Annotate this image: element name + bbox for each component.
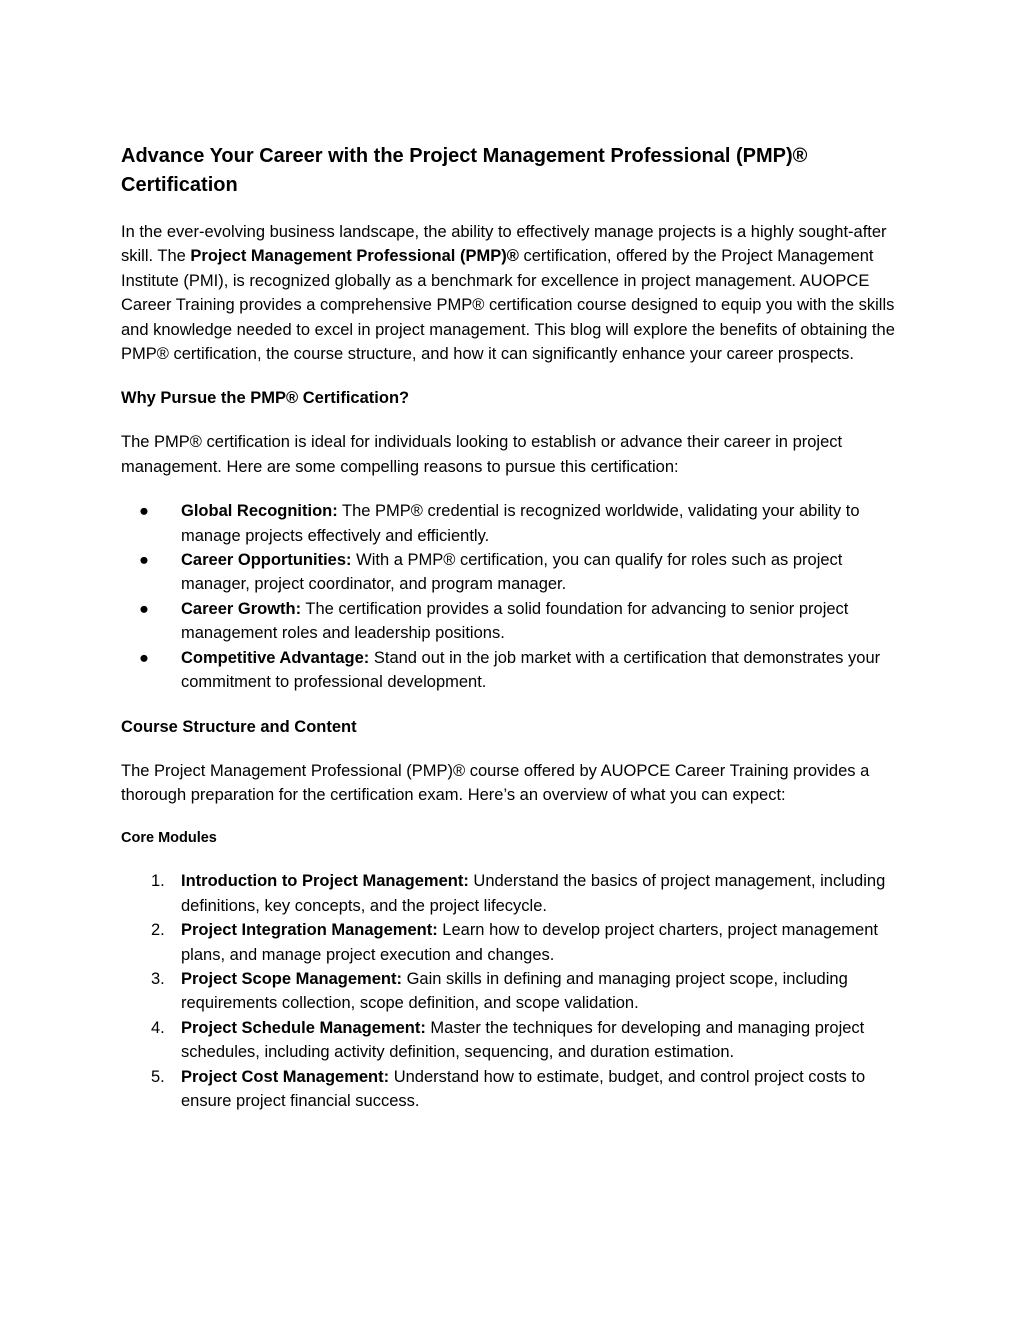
list-item-text: The PMP® credential is recognized worldwide, validating your ability to manage projects effectively and efficiently. [181, 502, 860, 545]
list-item [139, 597, 904, 646]
core-modules-heading: Core Modules [121, 830, 217, 847]
list-item-label: Global Recognition: [181, 502, 338, 521]
bullet-icon: ● [139, 502, 149, 521]
bullet-icon: ● [139, 599, 149, 618]
intro-paragraph [121, 220, 904, 366]
benefits-list [121, 499, 904, 694]
modules-list [121, 869, 904, 1113]
list-item-label: Project Integration Management: [181, 921, 438, 940]
list-item-text: Master the techniques for developing and managing project schedules, including activity definition, sequencing, and duration estimation. [181, 1018, 865, 1062]
list-item-text: Learn how to develop project charters, project management plans, and manage project execution and changes. [181, 921, 878, 964]
list-item-text: With a PMP® certification, you can qualify for roles such as project manager, project coordinator, and program manager. [181, 551, 843, 594]
list-item-text: Understand the basics of project management, including definitions, key concepts, and the project lifecycle. [181, 872, 886, 915]
list-item-label: Career Opportunities: [181, 551, 352, 570]
list-item [151, 967, 904, 1016]
page-title: Advance Your Career with the Project Management Professional (PMP)® Certification [121, 145, 808, 196]
list-number: 5. [151, 1067, 165, 1086]
list-number: 4. [151, 1018, 165, 1037]
list-number: 1. [151, 872, 165, 891]
list-item [139, 499, 904, 548]
list-item-text: The certification provides a solid foundation for advancing to senior project management roles and leadership positions. [181, 599, 849, 643]
course-paragraph: The Project Management Professional (PMP)® course offered by AUOPCE Career Training provides a thorough preparation for the certification exam. Here’s an overview of what you can expect: [121, 761, 870, 804]
list-number: 3. [151, 969, 165, 988]
list-item [151, 1016, 904, 1065]
list-number: 2. [151, 921, 165, 940]
list-item [139, 646, 904, 695]
list-item-text: Stand out in the job market with a certification that demonstrates your commitment to professional development. [181, 648, 881, 692]
intro-text-bold: Project Management Professional (PMP)® [190, 247, 519, 266]
intro-text-pre: In the ever-evolving business landscape, the ability to effectively manage projects is a highly sought-after skill. The [121, 223, 887, 266]
bullet-icon: ● [139, 551, 149, 570]
list-item [151, 1065, 904, 1114]
list-item-label: Introduction to Project Management: [181, 872, 469, 891]
list-item-text: Understand how to estimate, budget, and control project costs to ensure project financial success. [181, 1067, 866, 1110]
list-item-label: Project Scope Management: [181, 969, 402, 988]
intro-text-post: certification, offered by the Project Management Institute (PMI), is recognized globally as a benchmark for excellence in project management. AUOPCE Career Training provides a comprehensive PMP® certification course designed to equip you with the skills and knowledge needed to excel in project management. This blog will explore the benefits of obtaining the PMP® certification, the course structure, and how it can significantly enhance your career prospects. [121, 247, 895, 364]
list-item-label: Competitive Advantage: [181, 648, 370, 667]
list-item-text: Gain skills in defining and managing project scope, including requirements collection, scope definition, and scope validation. [181, 969, 848, 1013]
list-item-label: Project Cost Management: [181, 1067, 390, 1086]
list-item [139, 548, 904, 597]
why-paragraph: The PMP® certification is ideal for individuals looking to establish or advance their career in project management. Here are some compelling reasons to pursue this certification: [121, 433, 843, 476]
list-item-label: Career Growth: [181, 599, 302, 618]
list-item [151, 869, 904, 918]
list-item [151, 918, 904, 967]
course-heading: Course Structure and Content [121, 717, 357, 736]
list-item-label: Project Schedule Management: [181, 1018, 426, 1037]
why-heading: Why Pursue the PMP® Certification? [121, 389, 410, 408]
bullet-icon: ● [139, 648, 149, 667]
